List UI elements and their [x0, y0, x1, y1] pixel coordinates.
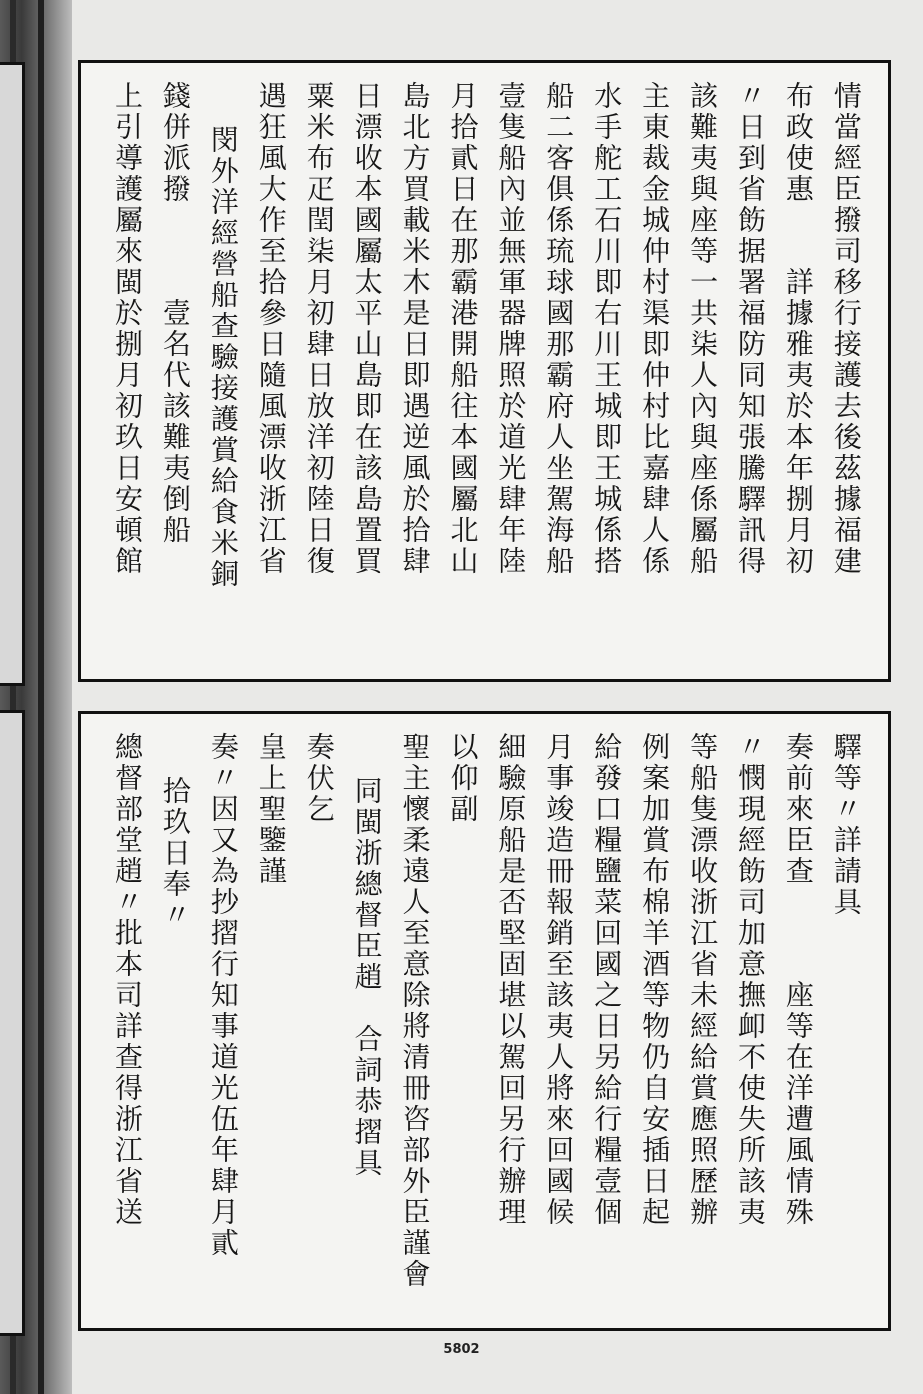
text-column: 情當經臣撥司移行接護去後茲據福建 — [829, 81, 863, 577]
text-columns — [81, 714, 888, 1328]
facing-page-frame-bottom — [0, 710, 25, 1336]
text-column: 錢併派撥 壹名代該難夷倒船 — [158, 81, 192, 546]
text-column: 細驗原船是否堅固堪以駕回另行辦理 — [494, 732, 528, 1228]
manuscript-panel-top — [78, 60, 891, 682]
text-column: 遇狂風大作至拾參日隨風漂收浙江省 — [254, 81, 288, 577]
text-column: 拾玖日奉〃 — [158, 776, 192, 931]
text-column: 奏伏乞 — [302, 732, 336, 825]
text-column: 〃憫現經飭司加意撫卹不使失所該夷 — [733, 732, 767, 1228]
text-column: 聖主懷柔遠人至意除將清冊咨部外臣謹會 — [398, 732, 432, 1290]
text-column: 奏前來臣查 座等在洋遭風情殊 — [781, 732, 815, 1228]
text-column: 水手舵工石川即右川王城即王城係搭 — [590, 81, 624, 577]
text-column: 日漂收本國屬太平山島即在該島置買 — [350, 81, 384, 577]
text-column: 島北方買載米木是日即遇逆風於拾肆 — [398, 81, 432, 577]
text-column: 〃日到省飭据署福防同知張騰驛訊得 — [733, 81, 767, 577]
text-column: 上引導護屬來閩於捌月初玖日安頓館 — [111, 81, 144, 577]
text-column: 驛等〃詳請具 — [829, 732, 863, 918]
book-binding-gutter — [0, 0, 72, 1394]
binding-edge — [38, 0, 44, 1394]
text-column: 主東裁金城仲村渠即仲村比嘉肆人係 — [638, 81, 672, 577]
text-column: 粟米布疋閏柒月初肆日放洋初陸日復 — [302, 81, 336, 577]
text-columns — [81, 63, 888, 679]
text-column: 壹隻船內並無軍器牌照於道光肆年陸 — [494, 81, 528, 577]
text-column: 同閩浙總督臣趙 合詞恭摺具 — [350, 776, 384, 1179]
text-column: 船二客俱係琉球國那霸府人坐駕海船 — [542, 81, 576, 577]
text-column: 閔外洋經營船查驗接護賞給食米銅 — [206, 125, 240, 590]
text-column: 皇上聖鑒謹 — [254, 732, 288, 887]
facing-page-frame-top — [0, 62, 25, 686]
manuscript-panel-bottom — [78, 711, 891, 1331]
text-column: 給發口糧鹽菜回國之日另給行糧壹個 — [590, 732, 624, 1228]
text-column: 月事竣造冊報銷至該夷人將來回國候 — [542, 732, 576, 1228]
text-column: 月拾貳日在那霸港開船往本國屬北山 — [446, 81, 480, 577]
text-column: 總督部堂趙〃批本司詳查得浙江省送 — [111, 732, 144, 1228]
text-column: 等船隻漂收浙江省未經給賞應照歷辦 — [686, 732, 720, 1228]
text-column: 例案加賞布棉羊酒等物仍自安插日起 — [638, 732, 672, 1228]
text-column: 以仰副 — [446, 732, 480, 825]
text-column: 布政使惠 詳據雅夷於本年捌月初 — [781, 81, 815, 577]
page-number: 5802 — [443, 1342, 480, 1357]
text-column: 奏〃因又為抄摺行知事道光伍年肆月貳 — [206, 732, 240, 1259]
text-column: 該難夷與座等一共柒人內與座係屬船 — [686, 81, 720, 577]
